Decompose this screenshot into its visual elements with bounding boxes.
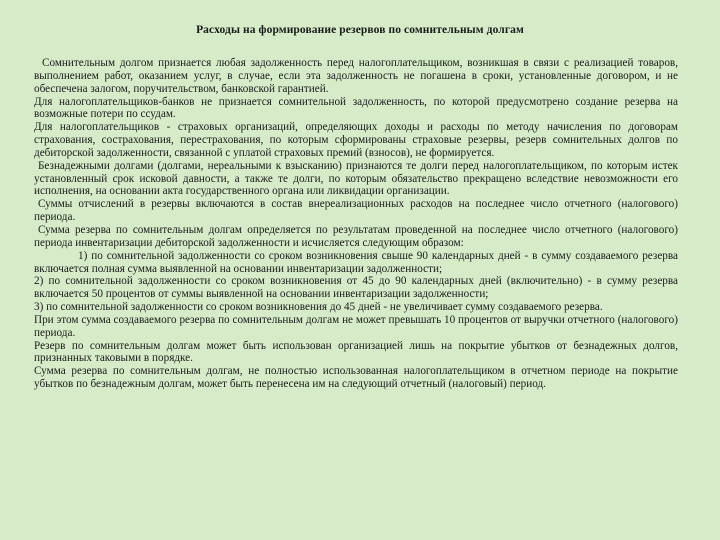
paragraph-doubtful-debt-definition: Сомнительным долгом признается любая задолженность перед налогоплательщиком, возникшая в связи с реализацией товаров, выполнением работ, оказанием услуг, в случае, если эта задолженность не погашена в сроки, установленные договором, и не обеспечена залогом, поручительством, банковской гарантией. (34, 57, 678, 95)
list-item-under-45-days: 3) по сомнительной задолженности со сроком возникновения до 45 дней - не увеличивает сумму создаваемого резерва. (34, 301, 603, 314)
paragraph-deductions: Суммы отчислений в резервы включаются в состав внереализационных расходов на последнее число отчетного (налогового) периода. (34, 198, 678, 224)
paragraph-reserve-limit: При этом сумма создаваемого резерва по сомнительным долгам не может превышать 10 процентов от выручки отчетного (налогового) периода. (34, 313, 678, 339)
document-body (34, 57, 678, 391)
list-item-over-90-days: 1) по сомнительной задолженности со сроком возникновения свыше 90 календарных дней - в сумму создаваемого резерва включается полная сумма выявленной на основании инвентаризации задолженности; (34, 249, 678, 275)
paragraph-banks: Для налогоплательщиков-банков не признается сомнительной задолженность, по которой предусмотрено создание резерва на возможные потери по ссудам. (34, 95, 678, 121)
document-title: Расходы на формирование резервов по сомнительным долгам (196, 24, 524, 36)
paragraph-reserve-carryover: Сумма резерва по сомнительным долгам, не полностью использованная налогоплательщиком в отчетном периоде на покрытие убытков по безнадежным долгам, может быть перенесена им на следующий отчетный (налоговый) период. (34, 365, 678, 391)
paragraph-insurance-organizations: Для налогоплательщиков - страховых организаций, определяющих доходы и расходы по методу начисления по договорам страхования, сострахования, перестрахования, по которым сформированы страховые резервы, резерв сомнительных долгов по дебиторской задолженности, связанной с уплатой страховых премий (взносов), не формируется. (34, 121, 678, 159)
paragraph-reserve-usage: Резерв по сомнительным долгам может быть использован организацией лишь на покрытие убытков от безнадежных долгов, признанных таковыми в порядке. (34, 339, 678, 365)
paragraph-reserve-amount: Сумма резерва по сомнительным долгам определяется по результатам проведенной на последнее число отчетного (налогового) периода инвентаризации дебиторской задолженности и исчисляется следующим образом: (34, 223, 678, 249)
paragraph-bad-debts: Безнадежными долгами (долгами, нереальными к взысканию) признаются те долги перед налогоплательщиком, по которым истек установленный срок исковой давности, а также те долги, по которым обязательство прекращено вследствие невозможности его исполнения, на основании акта государственного органа или ликвидации организации. (34, 159, 678, 198)
list-item-45-to-90-days: 2) по сомнительной задолженности со сроком возникновения от 45 до 90 календарных дней (включительно) - в сумму резерва включается 50 процентов от суммы выявленной на основании инвентаризации задолженности; (34, 275, 678, 301)
